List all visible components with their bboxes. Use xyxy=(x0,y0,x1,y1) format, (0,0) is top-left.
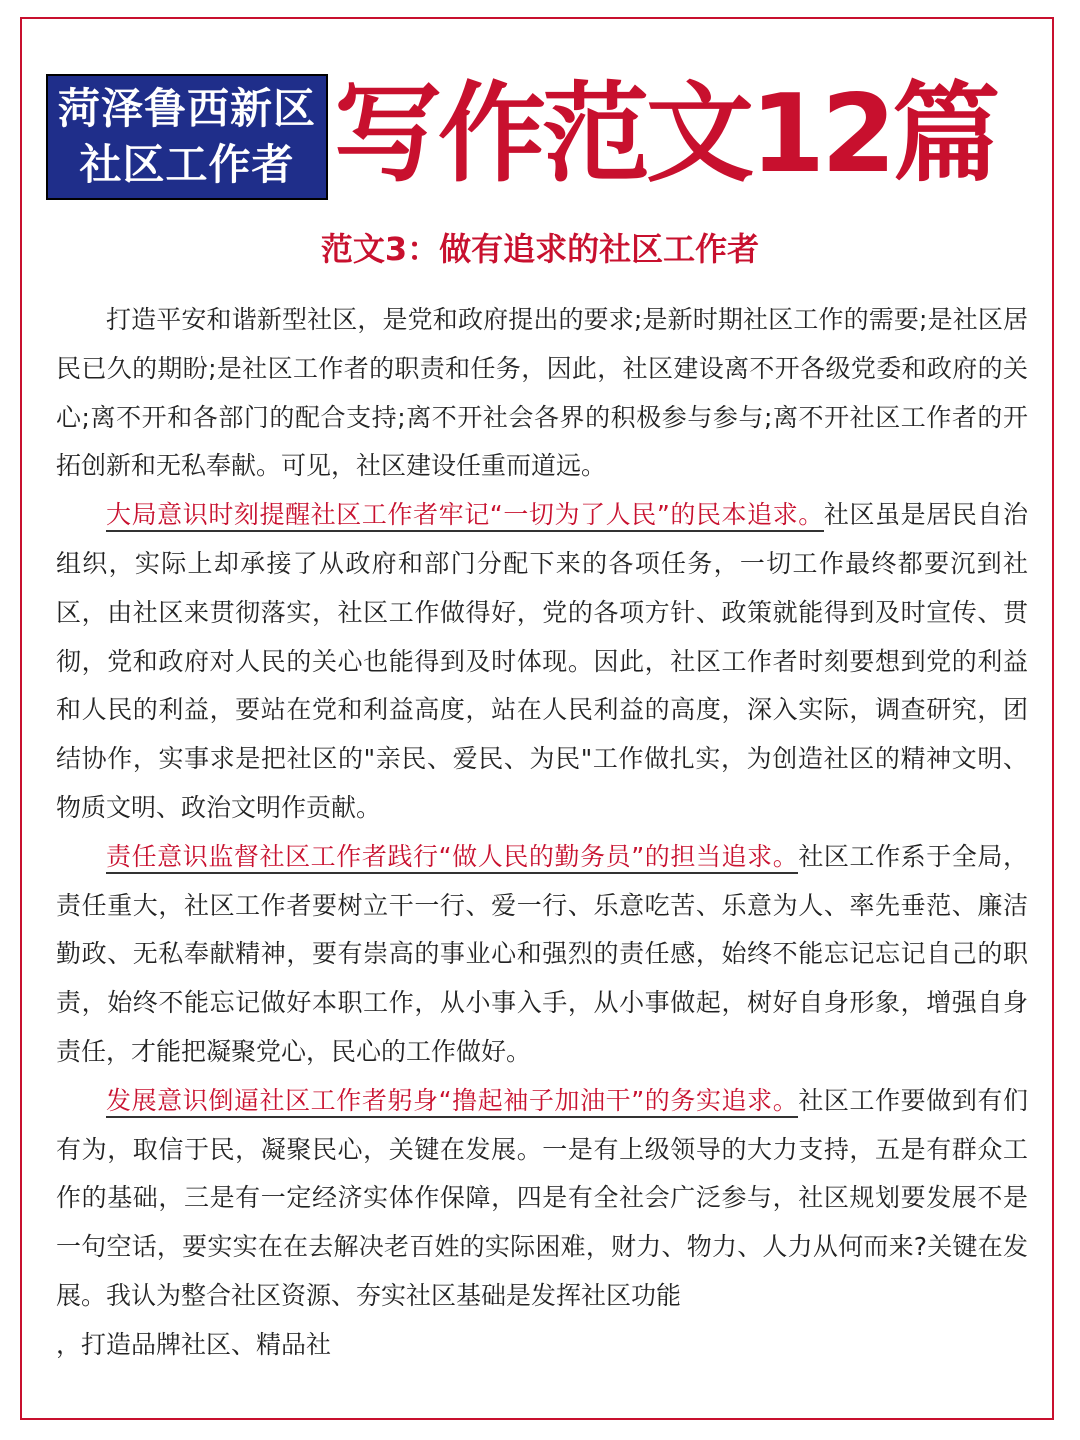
paragraph-development xyxy=(56,1077,1028,1321)
paragraph-overall xyxy=(56,491,1028,833)
paragraph-development-text: 社区工作要做到有们有为，取信于民，凝聚民心，关键在发展。一是有上级领导的大力支持，五是有群众工作的基础，三是有一定经济实体作保障，四是有全社会广泛参与，社区规划要发展不是一句空话，要实实在在去解决老百姓的实际困难，财力、物力、人力从何而来?关键在发展。我认为整合社区资源、夯实社区基础是发挥社区功能 xyxy=(56,1085,1028,1310)
paragraph-responsibility xyxy=(56,833,1028,1077)
paragraph-tail: ，打造品牌社区、精品社 xyxy=(56,1329,332,1359)
highlight-development: 发展意识倒逼社区工作者躬身“撸起袖子加油干”的务实追求。 xyxy=(106,1086,798,1118)
paragraph-intro: 打造平安和谐新型社区，是党和政府提出的要求;是新时期社区工作的需要;是社区居民已久的期盼;是社区工作者的职责和任务，因此，社区建设离不开各级党委和政府的关心;离不开和各部门的配合支持;离不开社会各界的积极参与参与;离不开社区工作者的开拓创新和无私奉献。可见，社区建设任重而道远。 xyxy=(56,305,1028,481)
region-badge xyxy=(46,74,328,200)
highlight-responsibility: 责任意识监督社区工作者践行“做人民的勤务员”的担当追求。 xyxy=(106,842,798,874)
article-subtitle: 范文3：做有追求的社区工作者 xyxy=(320,230,760,268)
badge-line-1: 菏泽鲁西新区 xyxy=(57,84,316,133)
page-title: 写作范文12篇 xyxy=(334,72,997,197)
highlight-overall: 大局意识时刻提醒社区工作者牢记“一切为了人民”的民本追求。 xyxy=(106,500,824,532)
paragraph-responsibility-text: 社区工作系于全局，责任重大，社区工作者要树立干一行、爱一行、乐意吃苦、乐意为人、率先垂范、廉洁勤政、无私奉献精神，要有崇高的事业心和强烈的责任感，始终不能忘记忘记自己的职责，始终不能忘记做好本职工作，从小事入手，从小事做起，树好自身形象，增强自身责任，才能把凝聚党心，民心的工作做好。 xyxy=(56,841,1028,1066)
article-body xyxy=(56,296,1028,1370)
paragraph-overall-text: 社区虽是居民自治组织，实际上却承接了从政府和部门分配下来的各项任务，一切工作最终都要沉到社区，由社区来贯彻落实，社区工作做得好，党的各项方针、政策就能得到及时宣传、贯彻，党和政府对人民的关心也能得到及时体现。因此，社区工作者时刻要想到党的利益和人民的利益，要站在党和利益高度，站在人民利益的高度，深入实际，调查研究，团结协作，实事求是把社区的"亲民、爱民、为民"工作做扎实，为创造社区的精神文明、物质文明、政治文明作贡献。 xyxy=(56,500,1028,822)
badge-line-2: 社区工作者 xyxy=(79,140,295,189)
